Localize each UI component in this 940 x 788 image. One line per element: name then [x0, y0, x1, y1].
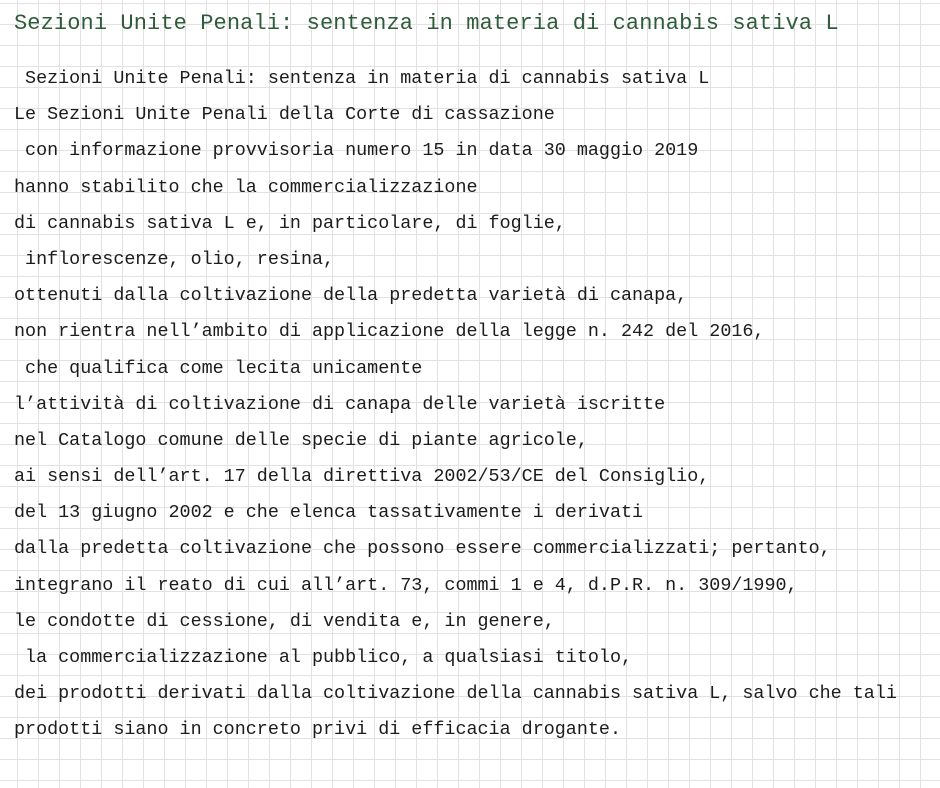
text-line: dalla predetta coltivazione che possono essere commercializzati; pertanto,: [14, 538, 831, 560]
text-line: ottenuti dalla coltivazione della predetta varietà di canapa,: [14, 285, 688, 307]
text-line: l’attività di coltivazione di canapa delle varietà iscritte: [14, 393, 666, 415]
text-line: non rientra nell’ambito di applicazione della legge n. 242 del 2016,: [14, 321, 765, 343]
text-line: di cannabis sativa L e, in particolare, di foglie,: [14, 212, 566, 234]
text-line: dei prodotti derivati dalla coltivazione della cannabis sativa L, salvo che tali: [14, 683, 897, 705]
text-line: prodotti siano in concreto privi di efficacia drogante.: [14, 719, 621, 741]
document-body: [14, 61, 938, 749]
text-line: Le Sezioni Unite Penali della Corte di cassazione: [14, 104, 555, 126]
text-line: integrano il reato di cui all’art. 73, commi 1 e 4, d.P.R. n. 309/1990,: [14, 574, 798, 596]
text-line: ai sensi dell’art. 17 della direttiva 2002/53/CE del Consiglio,: [14, 466, 710, 488]
page-title: Sezioni Unite Penali: sentenza in materia di cannabis sativa L: [14, 11, 839, 36]
text-line: con informazione provvisoria numero 15 in data 30 maggio 2019: [14, 140, 699, 162]
text-line: nel Catalogo comune delle specie di piante agricole,: [14, 429, 588, 451]
text-line: inflorescenze, olio, resina,: [14, 248, 335, 270]
text-line: che qualifica come lecita unicamente: [14, 357, 423, 379]
text-line: la commercializzazione al pubblico, a qualsiasi titolo,: [14, 647, 633, 668]
text-line: le condotte di cessione, di vendita e, in genere,: [14, 610, 555, 632]
text-line: Sezioni Unite Penali: sentenza in materia di cannabis sativa L: [14, 68, 710, 89]
text-line: hanno stabilito che la commercializzazione: [14, 176, 478, 198]
text-line: del 13 giugno 2002 e che elenca tassativamente i derivati: [14, 502, 644, 524]
